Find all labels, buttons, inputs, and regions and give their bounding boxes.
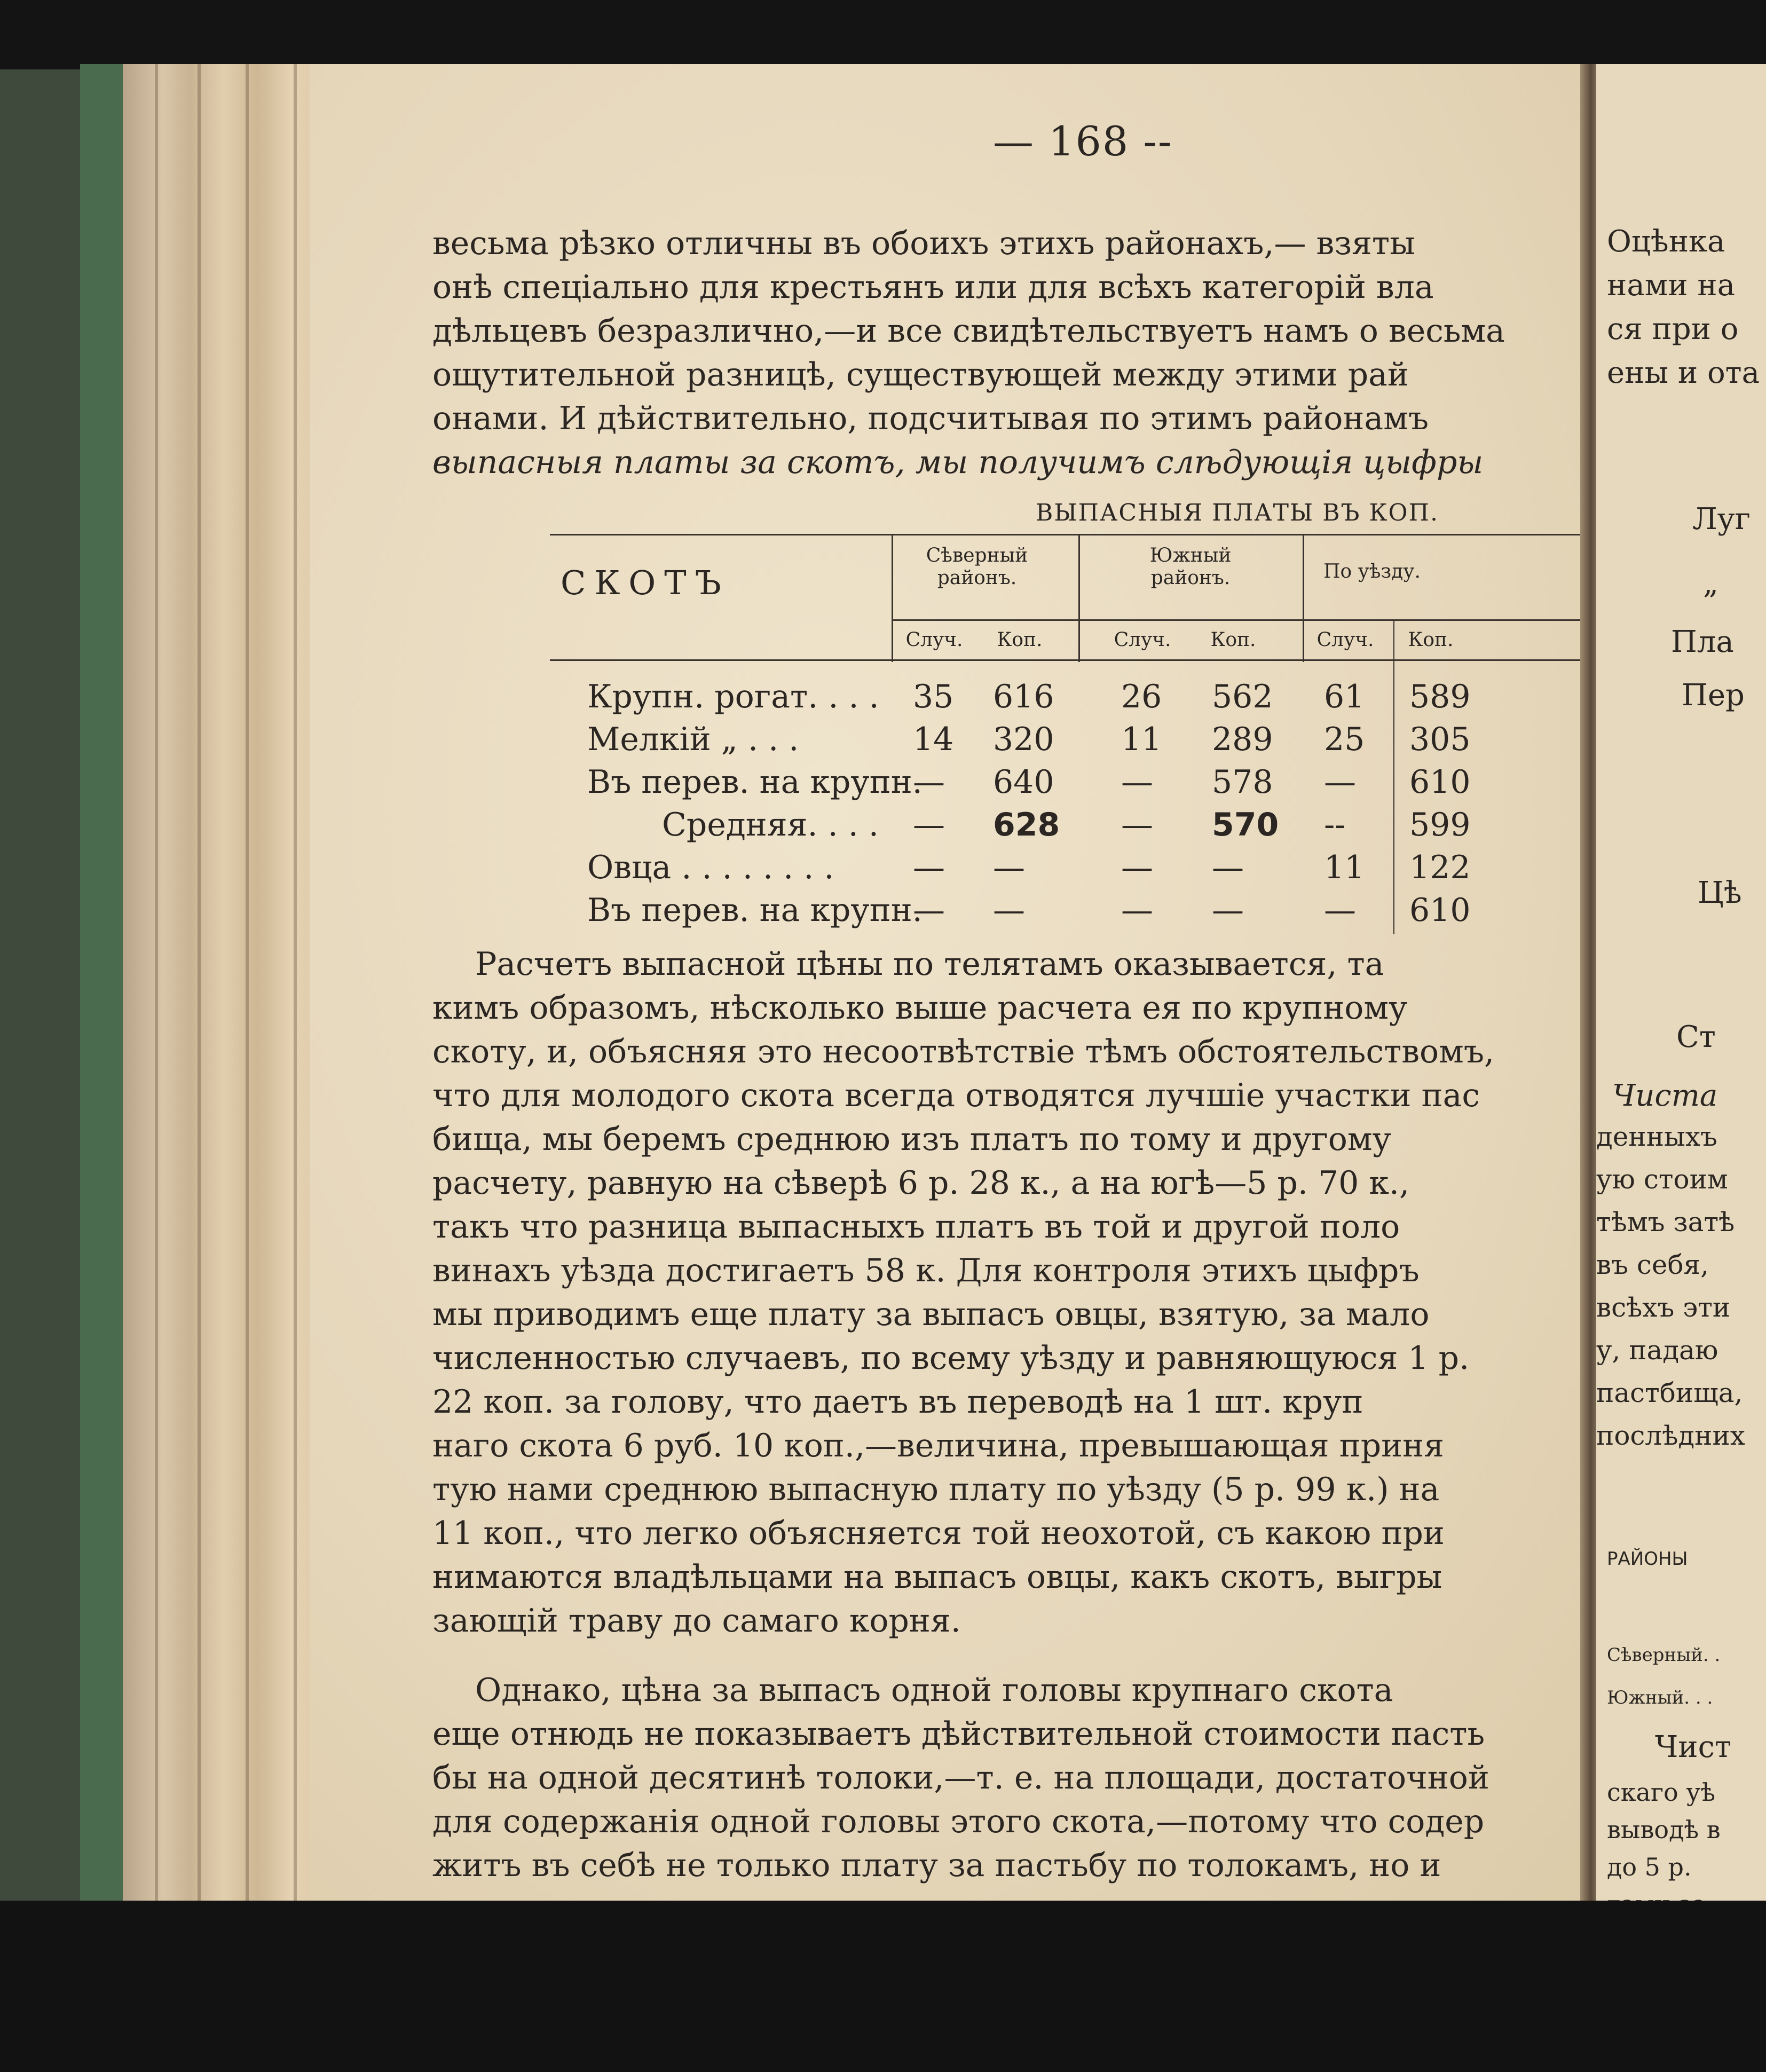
- text-fragment: Чист: [1655, 1730, 1731, 1764]
- table-cell: —: [1121, 849, 1153, 886]
- row-label: Средняя. . . .: [662, 806, 879, 844]
- text-line: тую нами среднюю выпасную плату по уѣзду (5 р. 99 к.) на: [432, 1471, 1440, 1508]
- table-cell: 640: [993, 763, 1054, 801]
- table-cell: 289: [1212, 721, 1273, 758]
- text-fragment: до 5 р.: [1607, 1853, 1692, 1881]
- table-cell: 610: [1409, 763, 1471, 801]
- table-cell: 616: [993, 678, 1054, 715]
- column-header-south: Южный районъ.: [1149, 545, 1232, 589]
- table-cell: —: [1324, 763, 1356, 801]
- table-cell: 628: [993, 806, 1060, 844]
- left-page: [310, 64, 1591, 1901]
- row-label: Въ перев. на крупн.: [587, 892, 923, 929]
- table-cell: 14: [913, 721, 954, 758]
- right-page-fragment: [1596, 64, 1766, 1901]
- text-fragment: ую стоим: [1596, 1164, 1728, 1195]
- table-cell: 61: [1324, 678, 1365, 715]
- table-cell: —: [993, 892, 1025, 929]
- text-line: Однако, цѣна за выпасъ одной головы крупнаго скота: [475, 1672, 1393, 1709]
- text-fragment: всѣхъ эти: [1596, 1292, 1731, 1323]
- text-line: что для молодого скота всегда отводятся лучшіе участки пас: [432, 1077, 1480, 1114]
- text-line: скоту, и, объясняя это несоотвѣтствіе тѣмъ обстоятельствомъ,: [432, 1033, 1495, 1070]
- text-line: кимъ образомъ, нѣсколько выше расчета ея по крупному: [432, 989, 1408, 1027]
- text-line: 11 коп., что легко объясняется той неохотой, съ какою при: [432, 1515, 1445, 1552]
- text-line: онѣ спеціально для крестьянъ или для всѣхъ категорій вла: [432, 269, 1434, 306]
- text-fragment: послѣдних: [1596, 1420, 1745, 1451]
- row-label: Мелкій „ . . .: [587, 721, 799, 758]
- table-cell: 610: [1409, 892, 1471, 929]
- text-fragment: Пер: [1682, 678, 1745, 713]
- text-line: зающій траву до самаго корня.: [432, 1602, 961, 1640]
- column-header-uezd: По уѣзду.: [1323, 561, 1421, 582]
- row-label: Крупн. рогат. . . .: [587, 678, 879, 715]
- table-cell: —: [913, 806, 945, 844]
- subheader: Коп.: [1408, 629, 1454, 651]
- text-fragment: Луг: [1692, 502, 1751, 537]
- text-fragment: Южный. . .: [1607, 1687, 1713, 1708]
- table-cell: —: [1324, 892, 1356, 929]
- table-cell: 589: [1409, 678, 1471, 715]
- text-line: для содержанія одной головы этого скота,—потому что содер: [432, 1803, 1485, 1840]
- text-line: бища, мы беремъ среднюю изъ платъ по тому и другому: [432, 1121, 1391, 1158]
- table-title: ВЫПАСНЫЯ ПЛАТЫ ВЪ КОП.: [1036, 499, 1439, 526]
- table-cell: —: [1121, 763, 1153, 801]
- text-line: численностью случаевъ, по всему уѣзду и равняющуюся 1 р.: [432, 1340, 1470, 1377]
- subheader: Случ.: [905, 629, 963, 651]
- text-fragment: ены и ота: [1607, 356, 1760, 390]
- text-line: расчету, равную на сѣверѣ 6 р. 28 к., а на югѣ—5 р. 70 к.,: [432, 1164, 1410, 1202]
- table-cell: —: [913, 892, 945, 929]
- subheader: Коп.: [997, 629, 1043, 651]
- text-line: винахъ уѣзда достигаетъ 58 к. Для контроля этихъ цыфръ: [432, 1252, 1420, 1289]
- table-cell: 122: [1409, 849, 1471, 886]
- table-cell: —: [993, 849, 1025, 886]
- table-cell: 578: [1212, 763, 1273, 801]
- text-line: такъ что разница выпасныхъ платъ въ той и другой поло: [432, 1208, 1400, 1246]
- text-line: нимаются владѣльцами на выпасъ овцы, какъ скотъ, выгры: [432, 1558, 1442, 1596]
- text-fragment: пастбища,: [1596, 1377, 1743, 1408]
- text-line: ощутительной разницѣ, существующей между этими рай: [432, 356, 1409, 393]
- text-line: Расчетъ выпасной цѣны по телятамъ оказывается, та: [475, 946, 1384, 983]
- table-cell: 35: [913, 678, 954, 715]
- column-header-north: Сѣверный районъ.: [926, 545, 1028, 589]
- row-label: Въ перев. на крупн.: [587, 763, 923, 801]
- text-line: наго скота 6 руб. 10 коп.,—величина, превышающая приня: [432, 1427, 1444, 1464]
- text-line: выпасныя платы за скотъ, мы получимъ слѣдующія цыфры: [432, 444, 1484, 481]
- text-line: онами. И дѣйствительно, подсчитывая по этимъ районамъ: [432, 400, 1429, 437]
- text-line: дѣльцевъ безразлично,—и все свидѣтельствуетъ намъ о весьма: [432, 312, 1505, 350]
- subheader: Случ.: [1316, 629, 1374, 651]
- scan-backdrop-bottom: [0, 1901, 1766, 2072]
- table-cell: 11: [1324, 849, 1365, 886]
- text-fragment: скаго уѣ: [1607, 1778, 1716, 1807]
- table-cell: 26: [1121, 678, 1162, 715]
- subheader: Случ.: [1114, 629, 1171, 651]
- table-cell: —: [913, 763, 945, 801]
- text-fragment: „: [1703, 566, 1719, 601]
- text-fragment: Сѣверный. .: [1607, 1644, 1721, 1666]
- text-fragment: выводѣ в: [1607, 1815, 1721, 1844]
- text-fragment: Ст: [1676, 1020, 1716, 1054]
- table-cell: 562: [1212, 678, 1273, 715]
- table-cell: —: [913, 849, 945, 886]
- text-line: бы на одной десятинѣ толоки,—т. е. на площади, достаточной: [432, 1759, 1489, 1797]
- scan-backdrop-top: [0, 0, 1766, 69]
- text-line: весьма рѣзко отличны въ обоихъ этихъ районахъ,— взяты: [432, 225, 1415, 262]
- table-cell: 11: [1121, 721, 1162, 758]
- text-fragment: тѣмъ затѣ: [1596, 1207, 1735, 1238]
- table-cell: 599: [1409, 806, 1471, 844]
- table-cell: —: [1121, 892, 1153, 929]
- table-cell: --: [1324, 806, 1346, 844]
- column-header-skot: СКОТЪ: [561, 563, 730, 602]
- text-fragment: нами на: [1607, 268, 1736, 303]
- table-cell: —: [1121, 806, 1153, 844]
- text-fragment: въ себя,: [1596, 1249, 1709, 1280]
- page-number: — 168 --: [993, 117, 1173, 165]
- row-label: Овца . . . . . . . .: [587, 849, 834, 886]
- text-fragment: Чиста: [1612, 1078, 1718, 1113]
- text-fragment: у, падаю: [1596, 1335, 1718, 1366]
- text-fragment: ся при о: [1607, 312, 1739, 346]
- table-cell: —: [1212, 892, 1244, 929]
- text-line: еще отнюдь не показываетъ дѣйствительной стоимости пасть: [432, 1715, 1485, 1753]
- text-fragment: Оцѣнка: [1607, 224, 1725, 259]
- text-fragment: РАЙОНЫ: [1607, 1548, 1688, 1570]
- text-fragment: денныхъ: [1596, 1121, 1717, 1152]
- text-fragment: Цѣ: [1698, 876, 1742, 910]
- text-line: 22 коп. за голову, что даетъ въ переводѣ на 1 шт. круп: [432, 1383, 1363, 1421]
- subheader: Коп.: [1210, 629, 1256, 651]
- table-cell: 25: [1324, 721, 1365, 758]
- table-cell: 570: [1212, 806, 1279, 844]
- text-fragment: Пла: [1671, 625, 1734, 659]
- text-line: житъ въ себѣ не только плату за пастьбу по толокамъ, но и: [432, 1847, 1441, 1884]
- table-cell: —: [1212, 849, 1244, 886]
- table-cell: 320: [993, 721, 1054, 758]
- table-cell: 305: [1409, 721, 1471, 758]
- text-line: мы приводимъ еще плату за выпасъ овцы, взятую, за мало: [432, 1296, 1430, 1333]
